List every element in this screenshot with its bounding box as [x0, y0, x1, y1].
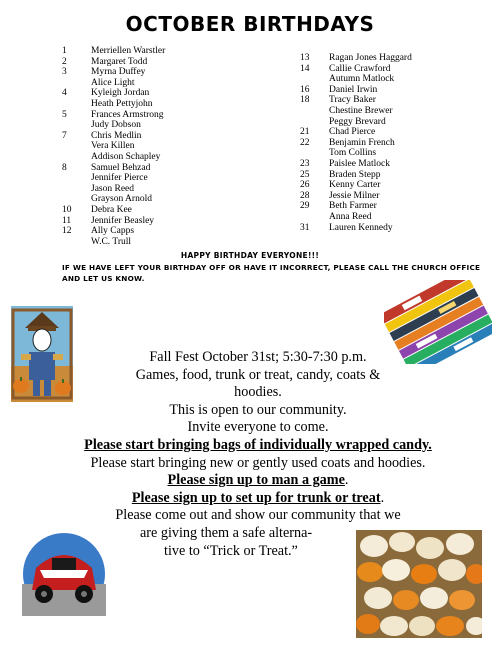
birthday-entry	[300, 74, 412, 85]
birthday-name: Tom Collins	[329, 148, 377, 159]
birthday-entry	[62, 216, 165, 227]
birthday-day: 16	[300, 84, 310, 95]
candy-request-line: Please start bringing bags of individually wrapped candy.	[84, 436, 432, 453]
birthday-entry	[62, 88, 165, 99]
birthday-day: 28	[300, 190, 310, 201]
birthday-day	[62, 237, 91, 248]
birthday-entry	[62, 46, 165, 57]
birthday-day	[300, 106, 329, 117]
notice-line-2: AND LET US KNOW.	[62, 273, 145, 283]
birthday-name: Chestine Brewer	[329, 105, 393, 116]
trunk-signup-period: .	[380, 489, 385, 506]
birthday-day	[62, 141, 91, 152]
birthday-name: Myrna Duffey	[91, 67, 146, 78]
birthday-entry	[62, 78, 165, 89]
birthday-name: Paislee Matlock	[329, 158, 390, 169]
birthday-name: Addison Schapley	[91, 151, 161, 162]
birthday-name: Margaret Todd	[91, 56, 148, 67]
coats-request-line: Please start bringing new or gently used coats and hoodies.	[90, 454, 426, 471]
fall-fest-line-12: tive to “Trick or Treat.”	[164, 542, 298, 559]
birthday-name: Debra Kee	[91, 204, 132, 215]
birthday-day	[300, 74, 329, 85]
birthday-list-left	[62, 46, 165, 247]
birthday-name: Peggy Brevard	[329, 116, 386, 127]
birthday-name: Ally Capps	[91, 226, 135, 237]
birthday-entry	[300, 201, 412, 212]
pumpkins-image	[356, 530, 482, 638]
birthday-day: 18	[300, 95, 310, 106]
birthday-name: Merriellen Warstler	[91, 46, 166, 56]
birthday-day: 25	[300, 169, 310, 180]
birthday-name: W.C. Trull	[91, 236, 132, 247]
birthday-entry	[62, 173, 165, 184]
birthday-entry	[62, 141, 165, 152]
birthday-name: Tracy Baker	[329, 95, 376, 106]
birthday-entry	[300, 95, 412, 106]
birthday-day: 14	[300, 63, 310, 74]
birthday-entry	[300, 180, 412, 191]
game-signup-period: .	[344, 472, 349, 489]
birthday-entry	[62, 57, 165, 68]
birthday-entry	[62, 226, 165, 237]
fall-fest-line-10: Please come out and show our community that we	[115, 507, 401, 524]
birthday-name: Beth Farmer	[329, 201, 377, 212]
birthday-entry	[62, 184, 165, 195]
birthday-day: 13	[300, 53, 310, 63]
birthday-day: 31	[300, 222, 310, 233]
birthday-entry	[300, 53, 412, 64]
birthday-name: Alice Light	[91, 77, 135, 88]
birthday-day	[62, 120, 91, 131]
birthday-name: Braden Stepp	[329, 169, 381, 180]
fall-fest-line-11: are giving them a safe alterna-	[140, 524, 313, 541]
birthday-day: 1	[62, 46, 67, 56]
birthday-name: Anna Reed	[329, 211, 372, 222]
birthday-day: 7	[62, 130, 67, 141]
birthday-name: Chris Medlin	[91, 130, 142, 141]
birthday-name: Jennifer Beasley	[91, 215, 155, 226]
birthday-name: Judy Dobson	[91, 120, 141, 131]
birthday-name: Benjamin French	[329, 137, 395, 148]
birthday-entry	[62, 194, 165, 205]
birthday-day: 4	[62, 88, 67, 99]
birthday-entry	[62, 120, 165, 131]
birthday-entry	[300, 170, 412, 181]
birthday-entry	[62, 237, 165, 248]
notice-line-1: IF WE HAVE LEFT YOUR BIRTHDAY OFF OR HAVE IT INCORRECT, PLEASE CALL THE CHURCH OFFICE	[62, 263, 481, 272]
birthday-entry	[62, 205, 165, 216]
birthday-day: 21	[300, 127, 310, 138]
birthday-name: Callie Crawford	[329, 63, 391, 74]
birthday-day: 8	[62, 162, 67, 173]
birthday-day	[300, 148, 329, 159]
birthday-day	[62, 194, 91, 205]
birthday-name: Frances Armstrong	[91, 109, 164, 120]
birthday-name: Ragan Jones Haggard	[329, 53, 412, 63]
birthday-day	[62, 184, 91, 195]
birthday-entry	[62, 163, 165, 174]
birthday-entry	[300, 159, 412, 170]
page-title: OCTOBER BIRTHDAYS	[125, 12, 375, 36]
birthday-name: Jennifer Pierce	[91, 173, 148, 184]
birthday-name: Jessie Milner	[329, 190, 380, 201]
birthday-name: Kyleigh Jordan	[91, 88, 150, 99]
birthday-day: 2	[62, 56, 67, 67]
birthday-entry	[300, 127, 412, 138]
birthday-entry	[62, 110, 165, 121]
birthday-name: Kenny Carter	[329, 180, 381, 191]
birthday-day: 10	[62, 204, 72, 215]
birthday-name: Chad Pierce	[329, 127, 376, 138]
birthday-list-right	[300, 53, 412, 233]
birthday-entry	[62, 67, 165, 78]
birthday-entry	[300, 85, 412, 96]
birthday-name: Daniel Irwin	[329, 84, 378, 95]
birthday-entry	[300, 64, 412, 75]
birthday-day	[62, 99, 91, 110]
birthday-entry	[62, 152, 165, 163]
birthday-entry	[300, 138, 412, 149]
birthday-name: Grayson Arnold	[91, 194, 152, 205]
game-signup-line: Please sign up to man a game	[167, 472, 345, 489]
birthday-entry	[62, 99, 165, 110]
birthday-day: 5	[62, 109, 67, 120]
birthday-name: Samuel Behzad	[91, 162, 151, 173]
birthday-name: Jason Reed	[91, 183, 135, 194]
birthday-day	[300, 212, 329, 223]
birthday-day	[62, 152, 91, 163]
birthday-day	[62, 173, 91, 184]
birthday-entry	[300, 212, 412, 223]
birthday-entry	[300, 191, 412, 202]
birthday-name: Lauren Kennedy	[329, 222, 393, 233]
fall-fest-line-1: Fall Fest October 31st; 5:30-7:30 p.m.	[149, 349, 367, 365]
trunk-signup-line: Please sign up to set up for trunk or treat	[131, 489, 381, 506]
birthday-day	[62, 78, 91, 89]
happy-birthday-text: HAPPY BIRTHDAY EVERYONE!!!	[180, 251, 320, 260]
birthday-entry	[300, 106, 412, 117]
fall-fest-line-3: hoodies.	[234, 384, 282, 401]
birthday-day	[300, 117, 329, 128]
birthday-name: Heath Pettyjohn	[91, 98, 153, 109]
birthday-entry	[62, 131, 165, 142]
fall-fest-line-2: Games, food, trunk or treat, candy, coats &	[135, 366, 381, 383]
birthday-name: Vera Killen	[91, 141, 135, 152]
birthday-day: 22	[300, 137, 310, 148]
birthday-entry	[300, 117, 412, 128]
birthday-day: 11	[62, 215, 72, 226]
birthday-day: 23	[300, 158, 310, 169]
fall-fest-announcement	[58, 349, 458, 560]
fall-fest-line-4: This is open to our community.	[169, 401, 347, 418]
birthday-day: 26	[300, 180, 310, 191]
birthday-entry	[300, 223, 412, 234]
fall-fest-line-5: Invite everyone to come.	[187, 419, 329, 436]
birthday-name: Autumn Matlock	[329, 74, 395, 85]
birthday-day: 12	[62, 226, 72, 237]
decorated-car-image	[22, 532, 106, 616]
birthday-day: 29	[300, 201, 310, 212]
birthday-day: 3	[62, 67, 67, 78]
birthday-entry	[300, 148, 412, 159]
